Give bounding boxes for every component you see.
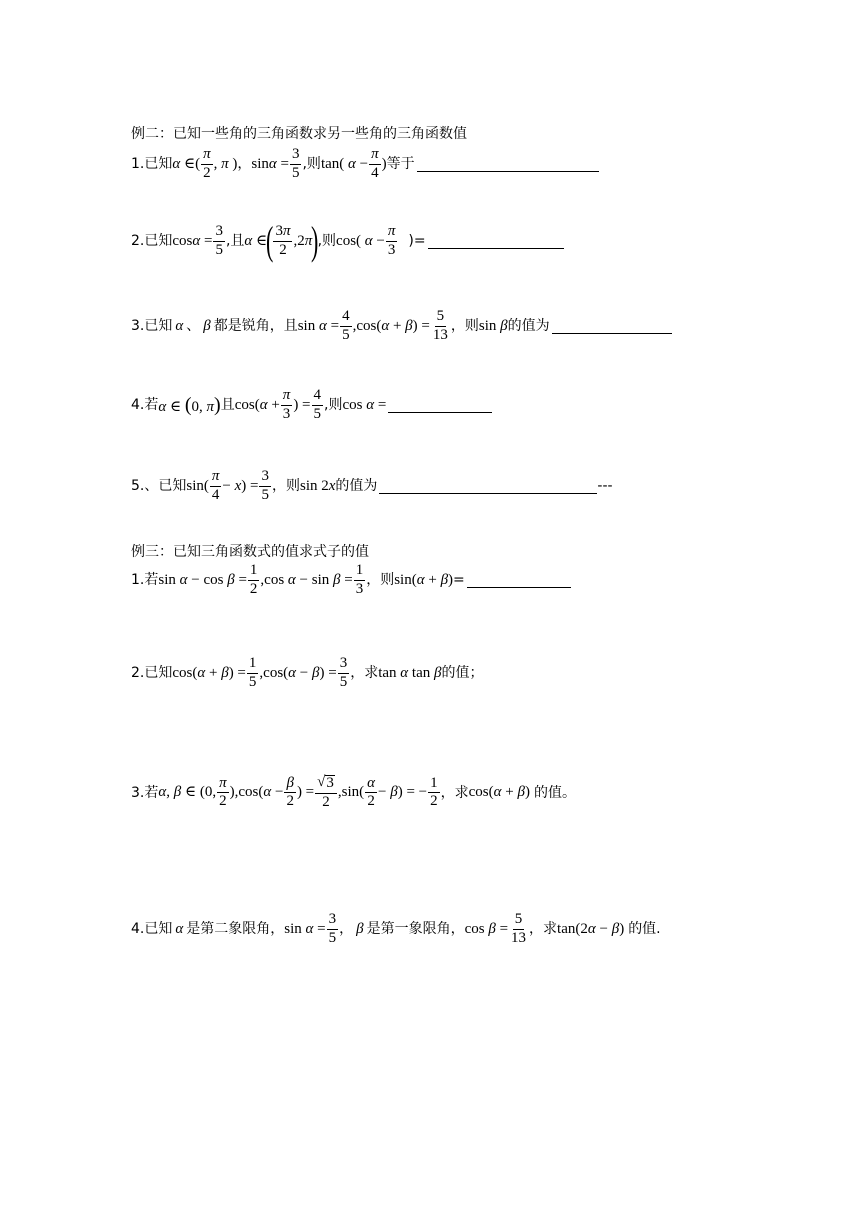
text: ，求 <box>350 665 379 682</box>
text: 的值； <box>441 665 484 682</box>
text: 是第二象限角， <box>186 921 285 938</box>
math: tan(2α − β) <box>557 920 625 937</box>
text: )= <box>408 233 426 250</box>
answer-blank <box>417 170 599 172</box>
section3-title: 例三：已知三角函数式的值求式子的值 <box>131 544 369 560</box>
fraction: $\frac{\pi}{3}$ <box>387 223 396 258</box>
fraction: $\frac{3}{5}$ <box>291 146 300 181</box>
problem-number: 5.、 <box>131 478 159 495</box>
math: sin α − cos β = <box>158 571 247 588</box>
problem-2-2 <box>131 218 564 264</box>
math: cos( α − <box>336 232 385 249</box>
answer-blank <box>379 492 597 494</box>
math: ) = <box>296 784 315 801</box>
fraction: $\frac{1}{2}$ <box>249 562 258 597</box>
text: ，求 <box>529 921 558 938</box>
text: 已知 <box>144 156 173 173</box>
fraction: $\frac{1}{3}$ <box>355 562 364 597</box>
text: ，则 <box>271 478 300 495</box>
problem-number: 3. <box>131 318 145 335</box>
fraction: √ 3 2 <box>315 775 337 811</box>
fraction: $\frac{\pi}{4}$ <box>371 146 379 181</box>
problem-3-1 <box>131 563 571 598</box>
math: ,sin( <box>337 784 365 801</box>
problem-3-3 <box>131 775 576 811</box>
math: ,2π <box>293 232 313 249</box>
problem-2-3 <box>131 309 672 344</box>
text: 都是锐角，且 <box>213 318 298 335</box>
fraction: $\frac{4}{5}$ <box>342 308 350 343</box>
math: cos(α + β) = <box>172 664 246 681</box>
math: , π ) <box>213 155 238 172</box>
math: tan α tan β <box>378 664 442 681</box>
problem-2-5 <box>131 469 613 504</box>
text: ， <box>339 921 354 938</box>
math: sin β <box>478 317 508 334</box>
text: 、 <box>186 318 201 335</box>
text: 已知 <box>144 233 173 250</box>
math: ) = <box>293 396 311 413</box>
math: cos α = <box>342 396 387 413</box>
answer-blank <box>428 247 564 249</box>
text: ，求 <box>440 784 469 801</box>
text: 是第一象限角， <box>366 921 465 938</box>
problem-number: 2. <box>131 233 145 250</box>
text: 若 <box>144 397 159 414</box>
math: ),cos(α − <box>229 784 284 801</box>
math: sin(α + β) <box>394 571 454 588</box>
fraction: $\frac{3\pi}{2}$ <box>275 223 291 258</box>
text: ，则 <box>450 318 479 335</box>
math: α ∈ (0, π) <box>158 394 221 417</box>
text: 已知 <box>144 665 173 682</box>
math: − x) = <box>222 477 259 494</box>
fraction: $\frac{3}{5}$ <box>261 468 269 503</box>
text: 已知 <box>158 478 187 495</box>
section2-title: 例二：已知一些角的三角函数求另一些角的三角函数值 <box>131 126 467 142</box>
math: ) <box>381 155 387 172</box>
fraction: $\frac{\alpha}{2}$ <box>367 774 376 810</box>
fraction: $\frac{4}{5}$ <box>313 387 322 422</box>
math: ,cos α − sin β = <box>260 571 353 588</box>
fraction: $\frac{3}{5}$ <box>215 223 223 258</box>
text: 若 <box>144 572 159 589</box>
problem-number: 3. <box>131 784 145 801</box>
answer-blank <box>467 586 571 588</box>
problem-number: 2. <box>131 665 145 682</box>
text: 等于 <box>386 156 415 173</box>
left-paren: ( <box>266 218 274 264</box>
fraction: $\frac{\pi}{3}$ <box>282 387 291 422</box>
problem-number: 1. <box>131 572 145 589</box>
math: sin( <box>186 477 209 494</box>
text: 若 <box>144 784 159 801</box>
math: cos(α + <box>234 396 280 413</box>
math: sin α = <box>297 317 340 334</box>
fraction: $\frac{3}{5}$ <box>328 911 337 946</box>
trailing-dashes: --- <box>597 478 613 495</box>
fraction: $\frac{\pi}{2}$ <box>203 146 211 181</box>
text: ,则 <box>317 233 337 250</box>
fraction: $\frac{1}{5}$ <box>248 655 257 690</box>
math: β <box>203 317 211 334</box>
text: 已知 <box>144 318 173 335</box>
fraction: $\frac{5}{13}$ <box>432 308 448 343</box>
math: ,cos(α − β) = <box>259 664 337 681</box>
text: 的值. <box>628 921 661 938</box>
answer-blank <box>552 332 672 334</box>
problem-number: 4. <box>131 397 145 414</box>
fraction: $\frac{1}{2}$ <box>430 774 438 810</box>
math: cos β = <box>464 920 509 937</box>
math: cosα = <box>172 232 213 249</box>
problem-3-4 <box>131 912 661 947</box>
math: sin α = <box>284 920 326 937</box>
math: tan( α − <box>320 155 369 172</box>
text: ， <box>237 156 252 173</box>
math: α <box>175 317 184 334</box>
math: − β) = − <box>378 784 428 801</box>
answer-blank <box>388 411 492 413</box>
math: sinα = <box>251 155 289 172</box>
problem-number: 1. <box>131 156 145 173</box>
math: α ∈ <box>244 232 268 249</box>
math: β <box>356 920 364 937</box>
fraction: $\frac{\pi}{4}$ <box>211 468 220 503</box>
text: = <box>453 572 465 589</box>
text: ，则 <box>366 572 395 589</box>
math: α ∈( <box>172 155 201 172</box>
text: 的值。 <box>533 784 576 801</box>
problem-2-1 <box>131 147 599 182</box>
problem-2-4 <box>131 388 492 423</box>
text: 的值为 <box>507 318 550 335</box>
text: ,则 <box>324 397 343 414</box>
text: ,且 <box>225 233 245 250</box>
fraction: $\frac{\pi}{2}$ <box>219 774 227 810</box>
math: cos(α + β) <box>468 784 530 801</box>
text: ,则 <box>302 156 321 173</box>
fraction: $\frac{3}{5}$ <box>339 655 348 690</box>
problem-3-2 <box>131 656 483 691</box>
math: α, β ∈ (0, <box>158 784 217 801</box>
problem-number: 4. <box>131 921 145 938</box>
math: ,cos(α + β) = <box>352 317 430 334</box>
fraction: $\frac{\beta}{2}$ <box>286 774 294 810</box>
fraction: $\frac{5}{13}$ <box>511 911 527 946</box>
math: sin 2x <box>299 477 336 494</box>
right-paren: ) <box>311 218 319 264</box>
math: α <box>175 920 184 937</box>
text: 的值为 <box>335 478 378 495</box>
text: 且 <box>220 397 235 414</box>
text: 已知 <box>144 921 173 938</box>
